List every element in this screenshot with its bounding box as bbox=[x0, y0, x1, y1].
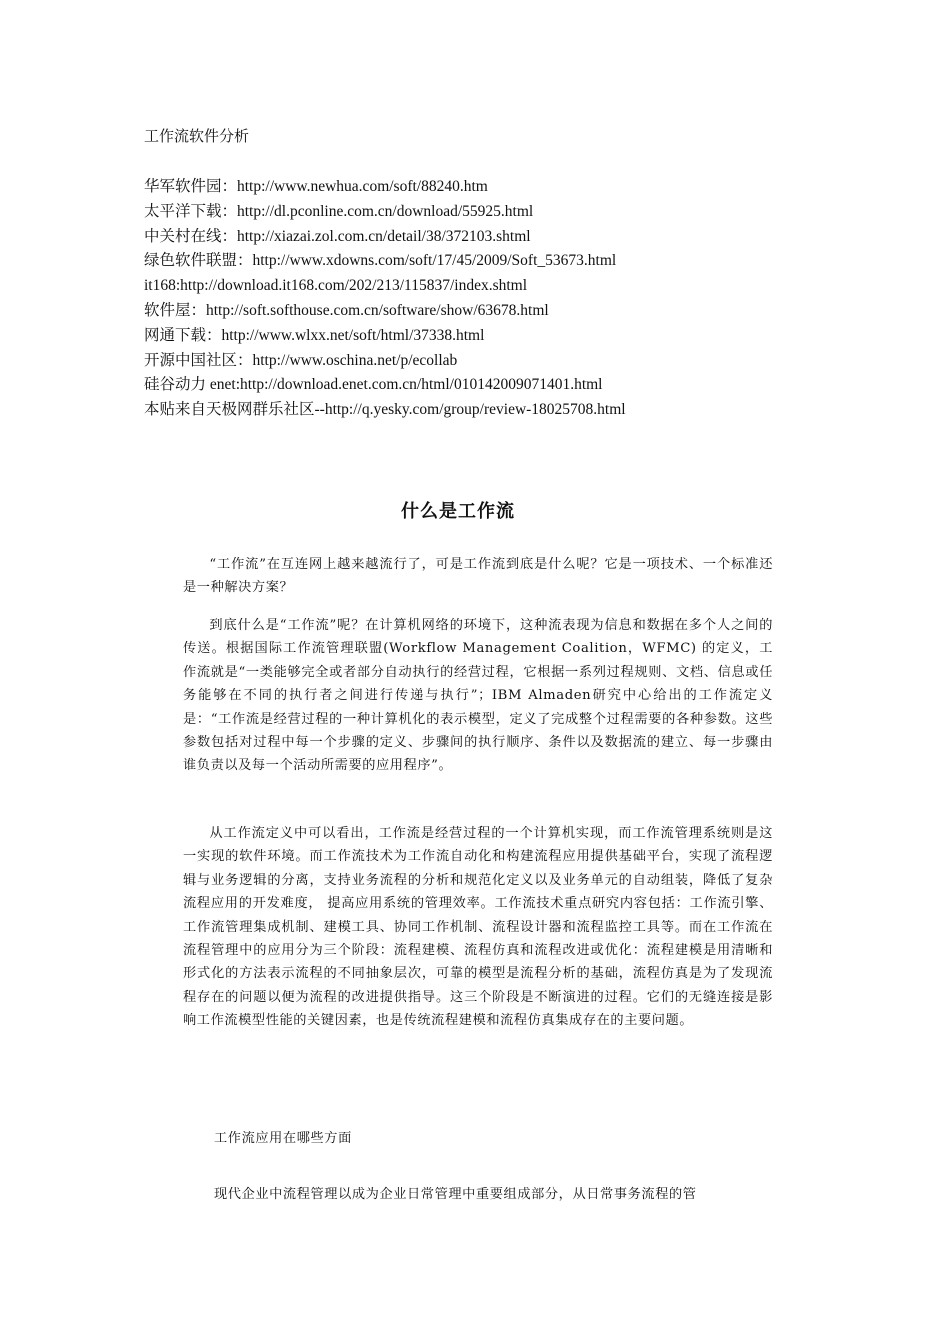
link-line: 中关村在线：http://xiazai.zol.com.cn/detail/38/372103.shtml bbox=[144, 227, 531, 245]
link-line: 太平洋下载：http://dl.pconline.com.cn/download/55925.html bbox=[144, 202, 534, 220]
paragraph-block bbox=[183, 614, 773, 778]
paragraph-fragment: 现代企业中流程管理以成为企业日常管理中重要组成部分，从日常事务流程的管 bbox=[214, 1187, 697, 1202]
link-line: 开源中国社区：http://www.oschina.net/p/ecollab bbox=[144, 351, 458, 369]
link-line: 华军软件园：http://www.newhua.com/soft/88240.htm bbox=[144, 178, 488, 195]
paragraph: 从工作流定义中可以看出，工作流是经营过程的一个计算机实现，而工作流管理系统则是这一实现的软件环境。而工作流技术为工作流自动化和构建流程应用提供基础平台，实现了流程逻辑与业务逻辑的分离，支持业务流程的分析和规范化定义以及业务单元的自动组装，降低了复杂流程应用的开发难度， 提高应用系统的管理效率。工作流技术重点研究内容包括：工作流引擎、工作流管理集成机制、建模工具、协同工作机制、流程设计器和流程监控工具等。而在工作流在流程管理中的应用分为三个阶段：流程建模、流程仿真和流程改进或优化：流程建模是用清晰和形式化的方法表示流程的不同抽象层次，可靠的模型是流程分析的基础，流程仿真是为了发现流程存在的问题以便为流程的改进提供指导。这三个阶段是不断演进的过程。它们的无缝连接是影响工作流模型性能的关键因素，也是传统流程建模和流程仿真集成存在的主要问题。 bbox=[183, 826, 773, 1029]
link-line: 硅谷动力 enet:http://download.enet.com.cn/html/010142009071401.html bbox=[144, 376, 603, 394]
subheading: 工作流应用在哪些方面 bbox=[214, 1131, 352, 1146]
link-line: 绿色软件联盟：http://www.xdowns.com/soft/17/45/2009/Soft_53673.html bbox=[144, 252, 617, 270]
paragraph: 到底什么是“工作流”呢？在计算机网络的环境下，这种流表现为信息和数据在多个人之间的传送。根据国际工作流管理联盟(Workflow Management Coalition，WFMC) 的定义，工作流就是“一类能够完全或者部分自动执行的经营过程，它根据一系列过程规则、文档、信息或任务能够在不同的执行者之间进行传递与执行”；IBM Almaden研究中心给出的工作流定义是：“工作流是经营过程的一种计算机化的表示模型，定义了完成整个过程需要的各种参数。这些参数包括对过程中每一个步骤的定义、步骤间的执行顺序、条件以及数据流的建立、每一步骤由谁负责以及每一个活动所需要的应用程序”。 bbox=[183, 618, 773, 774]
paragraph-block bbox=[183, 553, 773, 600]
link-line: it168:http://download.it168.com/202/213/115837/index.shtml bbox=[144, 277, 528, 295]
link-line: 软件屋：http://soft.softhouse.com.cn/software/show/63678.html bbox=[144, 301, 549, 319]
section-heading: 什么是工作流 bbox=[401, 501, 515, 522]
paragraph: “工作流”在互连网上越来越流行了，可是工作流到底是什么呢？它是一项技术、一个标准还是一种解决方案？ bbox=[183, 557, 773, 596]
document-title: 工作流软件分析 bbox=[144, 129, 250, 145]
link-line: 网通下载：http://www.wlxx.net/soft/html/37338.html bbox=[144, 326, 485, 344]
paragraph-block bbox=[183, 822, 773, 1033]
download-link-list bbox=[144, 177, 844, 425]
link-line: 本贴来自天极网群乐社区--http://q.yesky.com/group/review-18025708.html bbox=[144, 401, 626, 419]
